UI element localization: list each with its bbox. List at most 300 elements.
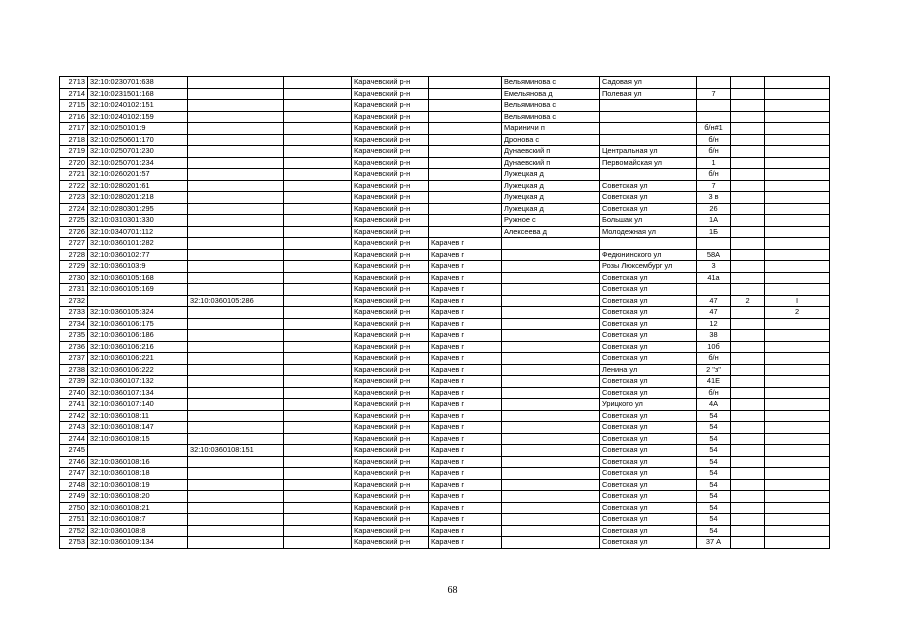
flat-cell xyxy=(765,238,830,250)
extra-cell xyxy=(284,111,352,123)
building-cell xyxy=(731,330,765,342)
row-number-cell: 2753 xyxy=(60,537,88,549)
extra-cell xyxy=(284,433,352,445)
house-cell: 3 xyxy=(697,261,731,273)
settlement-cell xyxy=(502,456,600,468)
table-row xyxy=(60,353,830,365)
city-cell xyxy=(429,88,502,100)
flat-cell: I xyxy=(765,295,830,307)
district-cell: Карачевский р-н xyxy=(352,157,429,169)
district-cell: Карачевский р-н xyxy=(352,525,429,537)
table-row xyxy=(60,468,830,480)
row-number-cell: 2717 xyxy=(60,123,88,135)
settlement-cell: Вельяминова с xyxy=(502,77,600,89)
settlement-cell xyxy=(502,307,600,319)
flat-cell xyxy=(765,387,830,399)
street-cell: Советская ул xyxy=(600,433,697,445)
building-cell xyxy=(731,433,765,445)
settlement-cell xyxy=(502,399,600,411)
house-cell xyxy=(697,77,731,89)
cadastral-number-cell: 32:10:0360106:221 xyxy=(88,353,188,365)
house-cell: 58А xyxy=(697,249,731,261)
street-cell: Советская ул xyxy=(600,284,697,296)
settlement-cell xyxy=(502,445,600,457)
table-row xyxy=(60,157,830,169)
house-cell: 54 xyxy=(697,456,731,468)
flat-cell xyxy=(765,456,830,468)
extra-cell xyxy=(284,307,352,319)
cadastral-number-cell: 32:10:0360108:147 xyxy=(88,422,188,434)
district-cell: Карачевский р-н xyxy=(352,353,429,365)
city-cell: Карачев г xyxy=(429,238,502,250)
parent-cadastral-number-cell xyxy=(188,238,284,250)
building-cell xyxy=(731,272,765,284)
table-row xyxy=(60,433,830,445)
cadastral-number-cell: 32:10:0360109:134 xyxy=(88,537,188,549)
parent-cadastral-number-cell xyxy=(188,88,284,100)
district-cell: Карачевский р-н xyxy=(352,192,429,204)
parent-cadastral-number-cell xyxy=(188,272,284,284)
street-cell: Советская ул xyxy=(600,410,697,422)
house-cell: 41а xyxy=(697,272,731,284)
table-row xyxy=(60,134,830,146)
row-number-cell: 2749 xyxy=(60,491,88,503)
extra-cell xyxy=(284,226,352,238)
row-number-cell: 2713 xyxy=(60,77,88,89)
building-cell xyxy=(731,261,765,273)
cadastral-number-cell: 32:10:0360106:175 xyxy=(88,318,188,330)
row-number-cell: 2752 xyxy=(60,525,88,537)
row-number-cell: 2720 xyxy=(60,157,88,169)
house-cell: 7 xyxy=(697,88,731,100)
row-number-cell: 2721 xyxy=(60,169,88,181)
flat-cell xyxy=(765,433,830,445)
row-number-cell: 2742 xyxy=(60,410,88,422)
settlement-cell xyxy=(502,295,600,307)
extra-cell xyxy=(284,295,352,307)
flat-cell xyxy=(765,77,830,89)
city-cell xyxy=(429,192,502,204)
table-row xyxy=(60,272,830,284)
cadastral-number-cell xyxy=(88,295,188,307)
district-cell: Карачевский р-н xyxy=(352,180,429,192)
house-cell: 54 xyxy=(697,491,731,503)
cadastral-number-cell: 32:10:0250701:234 xyxy=(88,157,188,169)
city-cell xyxy=(429,203,502,215)
row-number-cell: 2735 xyxy=(60,330,88,342)
cadastral-number-cell: 32:10:0280301:295 xyxy=(88,203,188,215)
house-cell: 7 xyxy=(697,180,731,192)
table-row xyxy=(60,525,830,537)
parent-cadastral-number-cell xyxy=(188,422,284,434)
building-cell xyxy=(731,468,765,480)
district-cell: Карачевский р-н xyxy=(352,502,429,514)
settlement-cell xyxy=(502,284,600,296)
street-cell: Федюнинского ул xyxy=(600,249,697,261)
city-cell: Карачев г xyxy=(429,468,502,480)
city-cell: Карачев г xyxy=(429,410,502,422)
settlement-cell: Дронова с xyxy=(502,134,600,146)
settlement-cell xyxy=(502,364,600,376)
cadastral-number-cell: 32:10:0260201:57 xyxy=(88,169,188,181)
cadastral-number-cell: 32:10:0360108:7 xyxy=(88,514,188,526)
parent-cadastral-number-cell xyxy=(188,192,284,204)
table-row xyxy=(60,364,830,376)
street-cell: Советская ул xyxy=(600,330,697,342)
house-cell: 54 xyxy=(697,514,731,526)
parent-cadastral-number-cell xyxy=(188,146,284,158)
house-cell: б/н xyxy=(697,169,731,181)
building-cell xyxy=(731,77,765,89)
settlement-cell xyxy=(502,376,600,388)
extra-cell xyxy=(284,203,352,215)
house-cell: 1А xyxy=(697,215,731,227)
parent-cadastral-number-cell xyxy=(188,157,284,169)
city-cell: Карачев г xyxy=(429,330,502,342)
settlement-cell: Алексеева д xyxy=(502,226,600,238)
parent-cadastral-number-cell xyxy=(188,537,284,549)
house-cell: 54 xyxy=(697,422,731,434)
settlement-cell xyxy=(502,537,600,549)
extra-cell xyxy=(284,387,352,399)
house-cell: б/н xyxy=(697,353,731,365)
district-cell: Карачевский р-н xyxy=(352,479,429,491)
table-row xyxy=(60,77,830,89)
flat-cell xyxy=(765,514,830,526)
row-number-cell: 2730 xyxy=(60,272,88,284)
table-row xyxy=(60,100,830,112)
table-row xyxy=(60,180,830,192)
building-cell xyxy=(731,215,765,227)
district-cell: Карачевский р-н xyxy=(352,111,429,123)
cadastral-number-cell: 32:10:0240102:151 xyxy=(88,100,188,112)
row-number-cell: 2715 xyxy=(60,100,88,112)
row-number-cell: 2716 xyxy=(60,111,88,123)
street-cell xyxy=(600,100,697,112)
table-row xyxy=(60,318,830,330)
flat-cell xyxy=(765,376,830,388)
street-cell: Садовая ул xyxy=(600,77,697,89)
table-row xyxy=(60,203,830,215)
parent-cadastral-number-cell xyxy=(188,249,284,261)
flat-cell xyxy=(765,537,830,549)
district-cell: Карачевский р-н xyxy=(352,491,429,503)
extra-cell xyxy=(284,123,352,135)
flat-cell xyxy=(765,180,830,192)
flat-cell xyxy=(765,491,830,503)
settlement-cell xyxy=(502,433,600,445)
table-row xyxy=(60,226,830,238)
flat-cell xyxy=(765,88,830,100)
settlement-cell xyxy=(502,479,600,491)
street-cell: Советская ул xyxy=(600,295,697,307)
house-cell: 54 xyxy=(697,502,731,514)
flat-cell xyxy=(765,100,830,112)
cadastral-number-cell: 32:10:0360107:132 xyxy=(88,376,188,388)
district-cell: Карачевский р-н xyxy=(352,203,429,215)
table-row xyxy=(60,456,830,468)
cadastral-number-cell: 32:10:0240102:159 xyxy=(88,111,188,123)
street-cell: Советская ул xyxy=(600,502,697,514)
cadastral-number-cell: 32:10:0360108:20 xyxy=(88,491,188,503)
cadastral-number-cell: 32:10:0360102:77 xyxy=(88,249,188,261)
house-cell: б/н xyxy=(697,387,731,399)
parent-cadastral-number-cell xyxy=(188,502,284,514)
table-row xyxy=(60,537,830,549)
building-cell xyxy=(731,249,765,261)
house-cell: 54 xyxy=(697,525,731,537)
house-cell: 2 "з" xyxy=(697,364,731,376)
extra-cell xyxy=(284,537,352,549)
row-number-cell: 2745 xyxy=(60,445,88,457)
city-cell: Карачев г xyxy=(429,479,502,491)
table-row xyxy=(60,399,830,411)
city-cell: Карачев г xyxy=(429,341,502,353)
parent-cadastral-number-cell xyxy=(188,387,284,399)
district-cell: Карачевский р-н xyxy=(352,341,429,353)
flat-cell xyxy=(765,226,830,238)
flat-cell xyxy=(765,169,830,181)
table-row xyxy=(60,330,830,342)
settlement-cell xyxy=(502,341,600,353)
flat-cell xyxy=(765,353,830,365)
table-row xyxy=(60,410,830,422)
city-cell: Карачев г xyxy=(429,514,502,526)
settlement-cell xyxy=(502,318,600,330)
city-cell: Карачев г xyxy=(429,364,502,376)
parent-cadastral-number-cell xyxy=(188,215,284,227)
settlement-cell: Дунаевский п xyxy=(502,157,600,169)
cadastral-number-cell: 32:10:0340701:112 xyxy=(88,226,188,238)
house-cell: 3 в xyxy=(697,192,731,204)
settlement-cell xyxy=(502,353,600,365)
district-cell: Карачевский р-н xyxy=(352,261,429,273)
extra-cell xyxy=(284,88,352,100)
building-cell xyxy=(731,537,765,549)
building-cell xyxy=(731,410,765,422)
street-cell: Центральная ул xyxy=(600,146,697,158)
settlement-cell: Лужецкая д xyxy=(502,203,600,215)
city-cell: Карачев г xyxy=(429,272,502,284)
house-cell: 47 xyxy=(697,295,731,307)
page-number: 68 xyxy=(447,585,458,596)
settlement-cell xyxy=(502,422,600,434)
flat-cell xyxy=(765,479,830,491)
city-cell: Карачев г xyxy=(429,307,502,319)
settlement-cell: Мариничи п xyxy=(502,123,600,135)
district-cell: Карачевский р-н xyxy=(352,399,429,411)
row-number-cell: 2738 xyxy=(60,364,88,376)
row-number-cell: 2746 xyxy=(60,456,88,468)
cadastral-number-cell: 32:10:0250101:9 xyxy=(88,123,188,135)
table-row xyxy=(60,307,830,319)
city-cell xyxy=(429,169,502,181)
building-cell xyxy=(731,238,765,250)
extra-cell xyxy=(284,364,352,376)
extra-cell xyxy=(284,180,352,192)
cadastral-number-cell: 32:10:0250601:170 xyxy=(88,134,188,146)
cadastral-number-cell: 32:10:0360108:8 xyxy=(88,525,188,537)
district-cell: Карачевский р-н xyxy=(352,169,429,181)
building-cell xyxy=(731,502,765,514)
parent-cadastral-number-cell xyxy=(188,203,284,215)
street-cell: Советская ул xyxy=(600,272,697,284)
cadastral-number-cell: 32:10:0360106:216 xyxy=(88,341,188,353)
city-cell: Карачев г xyxy=(429,445,502,457)
flat-cell xyxy=(765,341,830,353)
table-row xyxy=(60,238,830,250)
city-cell xyxy=(429,157,502,169)
parent-cadastral-number-cell xyxy=(188,399,284,411)
district-cell: Карачевский р-н xyxy=(352,514,429,526)
flat-cell xyxy=(765,284,830,296)
cadastral-number-cell: 32:10:0360107:140 xyxy=(88,399,188,411)
flat-cell xyxy=(765,157,830,169)
parent-cadastral-number-cell xyxy=(188,226,284,238)
district-cell: Карачевский р-н xyxy=(352,456,429,468)
street-cell: Советская ул xyxy=(600,537,697,549)
building-cell xyxy=(731,111,765,123)
extra-cell xyxy=(284,514,352,526)
city-cell: Карачев г xyxy=(429,537,502,549)
street-cell: Ленина ул xyxy=(600,364,697,376)
row-number-cell: 2741 xyxy=(60,399,88,411)
parent-cadastral-number-cell: 32:10:0360108:151 xyxy=(188,445,284,457)
extra-cell xyxy=(284,215,352,227)
extra-cell xyxy=(284,330,352,342)
building-cell xyxy=(731,364,765,376)
building-cell xyxy=(731,353,765,365)
street-cell: Советская ул xyxy=(600,445,697,457)
building-cell xyxy=(731,491,765,503)
table-row xyxy=(60,169,830,181)
city-cell: Карачев г xyxy=(429,456,502,468)
flat-cell xyxy=(765,111,830,123)
parent-cadastral-number-cell xyxy=(188,123,284,135)
flat-cell xyxy=(765,192,830,204)
city-cell: Карачев г xyxy=(429,433,502,445)
row-number-cell: 2750 xyxy=(60,502,88,514)
city-cell: Карачев г xyxy=(429,284,502,296)
district-cell: Карачевский р-н xyxy=(352,249,429,261)
district-cell: Карачевский р-н xyxy=(352,364,429,376)
building-cell: 2 xyxy=(731,295,765,307)
house-cell: 54 xyxy=(697,468,731,480)
extra-cell xyxy=(284,456,352,468)
extra-cell xyxy=(284,525,352,537)
building-cell xyxy=(731,514,765,526)
row-number-cell: 2727 xyxy=(60,238,88,250)
cadastral-number-cell: 32:10:0360108:18 xyxy=(88,468,188,480)
parent-cadastral-number-cell xyxy=(188,491,284,503)
row-number-cell: 2732 xyxy=(60,295,88,307)
city-cell: Карачев г xyxy=(429,525,502,537)
building-cell xyxy=(731,146,765,158)
flat-cell: 2 xyxy=(765,307,830,319)
extra-cell xyxy=(284,502,352,514)
house-cell: б/н xyxy=(697,134,731,146)
cadastral-number-cell: 32:10:0310301:330 xyxy=(88,215,188,227)
district-cell: Карачевский р-н xyxy=(352,100,429,112)
street-cell: Советская ул xyxy=(600,491,697,503)
table-row xyxy=(60,192,830,204)
building-cell xyxy=(731,318,765,330)
building-cell xyxy=(731,422,765,434)
district-cell: Карачевский р-н xyxy=(352,272,429,284)
parent-cadastral-number-cell xyxy=(188,169,284,181)
city-cell: Карачев г xyxy=(429,502,502,514)
building-cell xyxy=(731,387,765,399)
building-cell xyxy=(731,376,765,388)
district-cell: Карачевский р-н xyxy=(352,307,429,319)
extra-cell xyxy=(284,376,352,388)
parent-cadastral-number-cell xyxy=(188,111,284,123)
house-cell: 12 xyxy=(697,318,731,330)
house-cell: 54 xyxy=(697,479,731,491)
parent-cadastral-number-cell xyxy=(188,479,284,491)
cadastral-number-cell: 32:10:0360108:21 xyxy=(88,502,188,514)
street-cell: Советская ул xyxy=(600,307,697,319)
extra-cell xyxy=(284,249,352,261)
house-cell: 54 xyxy=(697,445,731,457)
building-cell xyxy=(731,445,765,457)
house-cell: б/н xyxy=(697,146,731,158)
row-number-cell: 2737 xyxy=(60,353,88,365)
settlement-cell xyxy=(502,491,600,503)
street-cell: Советская ул xyxy=(600,192,697,204)
table-row xyxy=(60,514,830,526)
settlement-cell xyxy=(502,238,600,250)
city-cell xyxy=(429,100,502,112)
street-cell: Советская ул xyxy=(600,479,697,491)
district-cell: Карачевский р-н xyxy=(352,330,429,342)
flat-cell xyxy=(765,364,830,376)
parent-cadastral-number-cell xyxy=(188,284,284,296)
district-cell: Карачевский р-н xyxy=(352,295,429,307)
parent-cadastral-number-cell xyxy=(188,180,284,192)
extra-cell xyxy=(284,100,352,112)
extra-cell xyxy=(284,341,352,353)
extra-cell xyxy=(284,77,352,89)
house-cell xyxy=(697,111,731,123)
row-number-cell: 2744 xyxy=(60,433,88,445)
cadastral-number-cell: 32:10:0360103:9 xyxy=(88,261,188,273)
settlement-cell xyxy=(502,525,600,537)
row-number-cell: 2729 xyxy=(60,261,88,273)
house-cell xyxy=(697,100,731,112)
settlement-cell xyxy=(502,249,600,261)
row-number-cell: 2728 xyxy=(60,249,88,261)
settlement-cell: Лужецкая д xyxy=(502,192,600,204)
row-number-cell: 2751 xyxy=(60,514,88,526)
cadastral-number-cell: 32:10:0250701:230 xyxy=(88,146,188,158)
cadastral-number-cell: 32:10:0360108:16 xyxy=(88,456,188,468)
extra-cell xyxy=(284,491,352,503)
settlement-cell xyxy=(502,410,600,422)
flat-cell xyxy=(765,272,830,284)
building-cell xyxy=(731,169,765,181)
district-cell: Карачевский р-н xyxy=(352,123,429,135)
street-cell xyxy=(600,134,697,146)
parent-cadastral-number-cell xyxy=(188,468,284,480)
house-cell: 4А xyxy=(697,399,731,411)
settlement-cell xyxy=(502,468,600,480)
row-number-cell: 2726 xyxy=(60,226,88,238)
table-row xyxy=(60,376,830,388)
parent-cadastral-number-cell xyxy=(188,456,284,468)
city-cell: Карачев г xyxy=(429,249,502,261)
table-row xyxy=(60,111,830,123)
